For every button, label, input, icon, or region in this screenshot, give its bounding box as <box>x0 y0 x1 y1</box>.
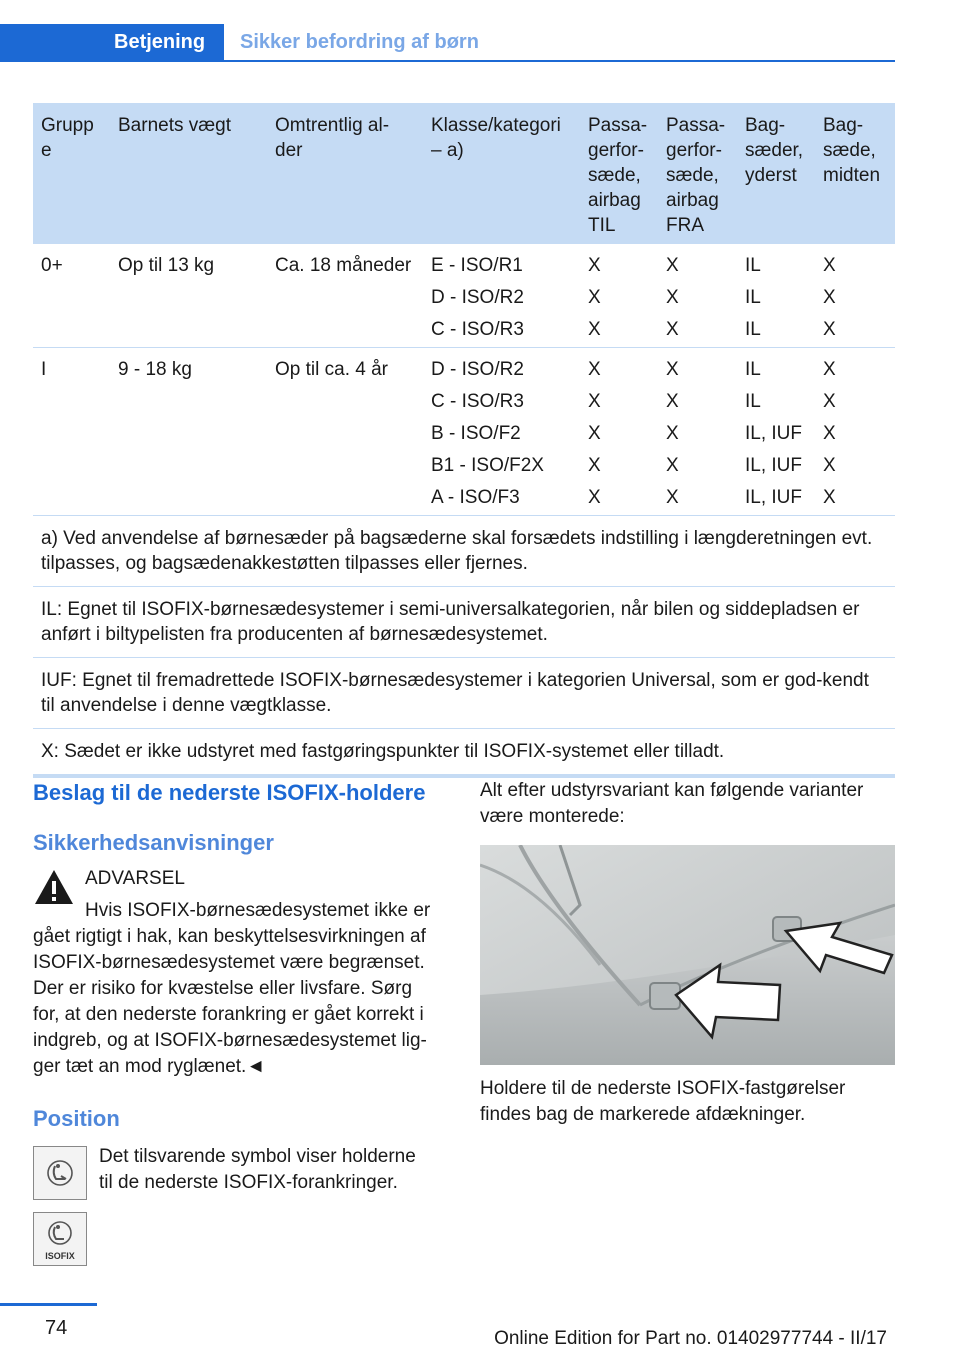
value-til: X <box>588 455 601 476</box>
col-header-bag-yderst: Bag- sæder, yderst <box>745 115 804 186</box>
cell-airbag-fra <box>666 250 679 346</box>
cell-bag-yderst <box>745 250 761 346</box>
class-value: C - ISO/R3 <box>431 319 524 340</box>
subheading-position: Position <box>33 1106 120 1131</box>
class-value: D - ISO/R2 <box>431 359 524 380</box>
value-yderst: IL <box>745 359 761 380</box>
value-yderst: IL <box>745 391 761 412</box>
value-til: X <box>588 391 601 412</box>
value-fra: X <box>666 255 679 276</box>
value-yderst: IL, IUF <box>745 423 803 444</box>
position-text <box>99 1144 416 1196</box>
position-line: Det tilsvarende symbol viser holderne <box>99 1146 416 1167</box>
footer-edition: Online Edition for Part no. 01402977744 - II/17 <box>494 1328 887 1349</box>
variants-intro <box>480 778 863 830</box>
isofix-labeled-symbol-icon <box>33 1212 87 1266</box>
warning-line: Hvis ISOFIX-børnesædesystemet ikke er <box>85 900 431 921</box>
value-midten: X <box>823 359 836 380</box>
value-fra: X <box>666 423 679 444</box>
col-header-gruppe: Grupp e <box>41 115 94 161</box>
photo-caption <box>480 1076 845 1128</box>
cell-airbag-fra <box>666 354 679 514</box>
cell-bag-midten <box>823 354 836 514</box>
value-yderst: IL, IUF <box>745 487 803 508</box>
value-til: X <box>588 287 601 308</box>
value-fra: X <box>666 391 679 412</box>
warning-line: ger tæt an mod ryglænet.◄ <box>33 1056 266 1077</box>
cell-alder: Op til ca. 4 år <box>275 359 388 380</box>
subheading-safety: Sikkerhedsanvisninger <box>33 830 274 855</box>
cell-alder: Ca. 18 måneder <box>275 255 412 276</box>
class-value: E - ISO/R1 <box>431 255 523 276</box>
table-header-row <box>33 103 895 244</box>
value-til: X <box>588 359 601 380</box>
value-til: X <box>588 423 601 444</box>
value-yderst: IL <box>745 255 761 276</box>
col-header-vaegt: Barnets vægt <box>118 115 231 136</box>
warning-text <box>33 898 448 1080</box>
warning-line: Der er risiko for kvæstelse eller livsfare. Sørg <box>33 978 413 999</box>
class-value: D - ISO/R2 <box>431 287 524 308</box>
col-header-airbag-fra: Passa- gerfor- sæde, airbag FRA <box>666 115 726 236</box>
class-value: C - ISO/R3 <box>431 391 524 412</box>
table-footnote-il: IL: Egnet til ISOFIX-børnesædesystemer i semi-universalkategorien, når bilen og siddepladsen er anført i biltypelisten fra producenten af børnesædesystemet. <box>33 587 895 658</box>
section-heading: Beslag til de nederste ISOFIX-holdere <box>33 780 426 805</box>
cell-vaegt: Op til 13 kg <box>118 255 215 276</box>
cell-gruppe: 0+ <box>41 255 63 276</box>
cell-airbag-til <box>588 250 601 346</box>
value-midten: X <box>823 319 836 340</box>
value-fra: X <box>666 319 679 340</box>
warning-line: gået rigtigt i hak, kan beskyttelsesvirkningen af <box>33 926 426 947</box>
table-footnote-x: X: Sædet er ikke udstyret med fastgøringspunkter til ISOFIX-systemet eller tilladt. <box>33 729 895 778</box>
col-header-klasse: Klasse/kategori – a) <box>431 115 561 161</box>
intro-line: være monterede: <box>480 806 625 827</box>
table-footnote-a: a) Ved anvendelse af børnesæder på bagsæderne skal forsædets indstilling i længderetningen evt. tilpasses, og bagsædenakkestøtten tilpasses eller fjernes. <box>33 516 895 587</box>
value-fra: X <box>666 455 679 476</box>
col-header-alder: Omtrentlig al- der <box>275 115 390 161</box>
table-row-group-0plus <box>33 244 895 348</box>
caption-line: Holdere til de nederste ISOFIX-fastgørelser <box>480 1078 846 1099</box>
value-fra: X <box>666 287 679 308</box>
col-header-bag-midten: Bag- sæde, midten <box>823 115 881 186</box>
intro-line: Alt efter udstyrsvariant kan følgende varianter <box>480 780 864 801</box>
cell-bag-midten <box>823 250 836 346</box>
cell-airbag-til <box>588 354 601 514</box>
value-yderst: IL <box>745 287 761 308</box>
table-row-group-i <box>33 348 895 516</box>
value-midten: X <box>823 391 836 412</box>
section-tab-sikker-befordring[interactable]: Sikker befordring af børn <box>240 31 479 53</box>
class-value: A - ISO/F3 <box>431 487 520 508</box>
page-number: 74 <box>45 1317 68 1339</box>
warning-title: ADVARSEL <box>85 868 185 889</box>
value-til: X <box>588 487 601 508</box>
value-midten: X <box>823 255 836 276</box>
warning-line: ISOFIX-børnesædesystemet være begrænset. <box>33 952 425 973</box>
cell-klasser <box>431 250 524 346</box>
value-midten: X <box>823 287 836 308</box>
isofix-mounts-photo <box>480 845 895 1065</box>
value-midten: X <box>823 487 836 508</box>
cell-bag-yderst <box>745 354 802 514</box>
value-fra: X <box>666 487 679 508</box>
value-til: X <box>588 255 601 276</box>
isofix-symbol-icon <box>33 1146 87 1200</box>
value-yderst: IL <box>745 319 761 340</box>
footer-accent-line <box>0 1303 97 1306</box>
warning-line: for, at den nederste forankring er gået korrekt i <box>33 1004 424 1025</box>
cell-vaegt: 9 - 18 kg <box>118 359 192 380</box>
cell-klasser <box>431 354 544 514</box>
value-midten: X <box>823 423 836 444</box>
section-tab-betjening[interactable]: Betjening <box>0 24 224 60</box>
value-fra: X <box>666 359 679 380</box>
caption-line: findes bag de markerede afdækninger. <box>480 1104 806 1125</box>
class-value: B1 - ISO/F2X <box>431 455 544 476</box>
value-yderst: IL, IUF <box>745 455 803 476</box>
position-line: til de nederste ISOFIX-forankringer. <box>99 1172 398 1193</box>
isofix-symbol-label: ISOFIX <box>45 1251 75 1261</box>
col-header-airbag-til: Passa- gerfor- sæde, airbag TIL <box>588 115 648 236</box>
cell-gruppe: I <box>41 359 47 380</box>
class-value: B - ISO/F2 <box>431 423 521 444</box>
table-footnote-iuf: IUF: Egnet til fremadrettede ISOFIX-børnesædesystemer i kategorien Universal, som er god-kendt til anvendelse i denne vægtklasse. <box>33 658 895 729</box>
value-til: X <box>588 319 601 340</box>
isofix-table <box>33 103 895 778</box>
warning-line: indgreb, og at ISOFIX-børnesædesystemet lig- <box>33 1030 427 1051</box>
value-midten: X <box>823 455 836 476</box>
page-header <box>0 24 895 62</box>
